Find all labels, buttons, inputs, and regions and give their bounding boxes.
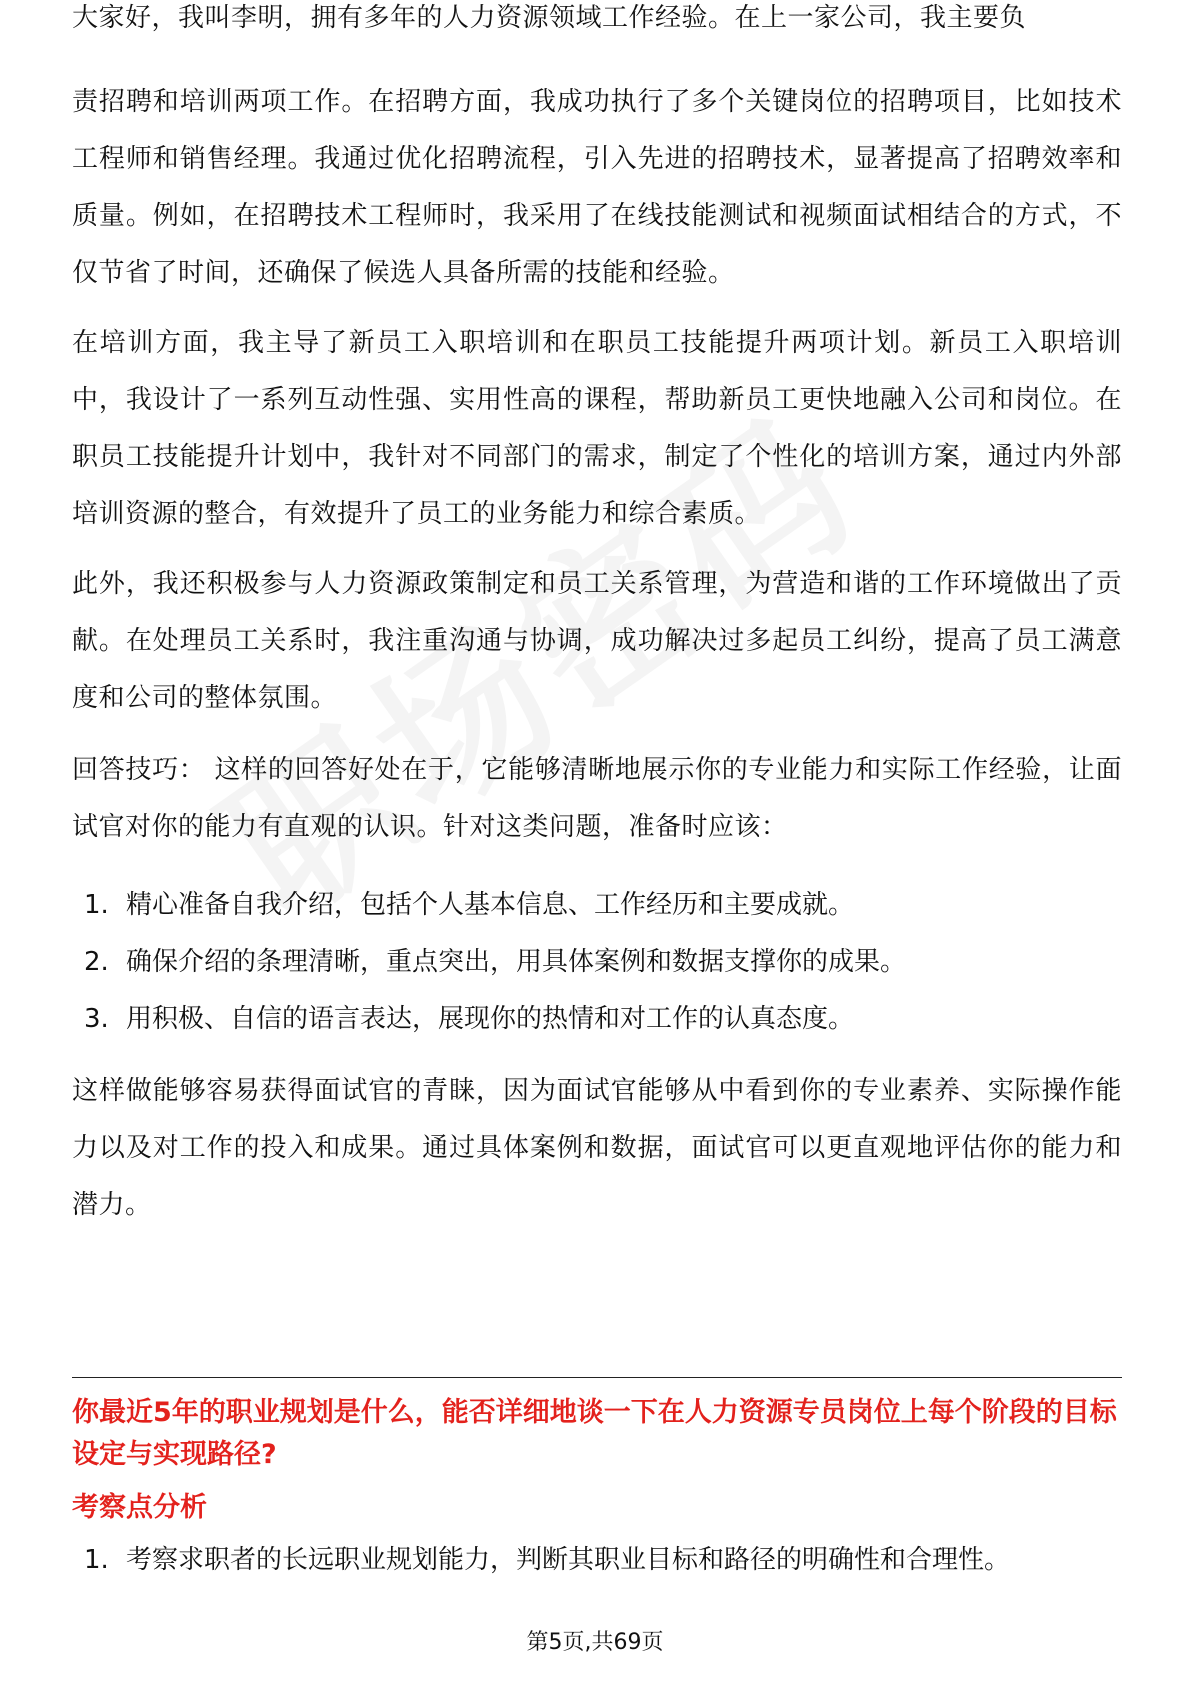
section-divider — [72, 1377, 1122, 1378]
question-title: 你最近5年的职业规划是什么，能否详细地谈一下在人力资源专员岗位上每个阶段的目标设定与实现路径? — [72, 1397, 1117, 1470]
clipped-top-line — [72, 3, 1122, 50]
tips-list-item — [72, 991, 1122, 1048]
page-footer: 第5页,共69页 — [526, 1630, 664, 1655]
tips-list-item-text: 精心准备自我介绍，包括个人基本信息、工作经历和主要成就。 — [126, 890, 855, 920]
clipped-paragraph-line: 大家好，我叫李明，拥有多年的人力资源领域工作经验。在上一家公司，我主要负 — [72, 3, 1027, 33]
analysis-list-item-number: 1. — [84, 1545, 109, 1575]
analysis-list-item — [72, 1532, 1122, 1589]
paragraph-relations: 此外，我还积极参与人力资源政策制定和员工关系管理，为营造和谐的工作环境做出了贡献。在处理员工关系时，我注重沟通与协调，成功解决过多起员工纠纷，提高了员工满意度和公司的整体氛围。 — [72, 569, 1122, 713]
paragraph-experience: 责招聘和培训两项工作。在招聘方面，我成功执行了多个关键岗位的招聘项目，比如技术工程师和销售经理。我通过优化招聘流程，引入先进的招聘技术，显著提高了招聘效率和质量。例如，在招聘技术工程师时，我采用了在线技能测试和视频面试相结合的方式，不仅节省了时间，还确保了候选人具备所需的技能和经验。 — [72, 87, 1122, 288]
analysis-heading: 考察点分析 — [72, 1492, 207, 1523]
tips-list-item-text: 确保介绍的条理清晰，重点突出，用具体案例和数据支撑你的成果。 — [126, 947, 907, 977]
paragraph-summary: 这样做能够容易获得面试官的青睐，因为面试官能够从中看到你的专业素养、实际操作能力以及对工作的投入和成果。通过具体案例和数据，面试官可以更直观地评估你的能力和潜力。 — [72, 1076, 1122, 1220]
paragraph-tips: 回答技巧： 这样的回答好处在于，它能够清晰地展示你的专业能力和实际工作经验，让面试官对你的能力有直观的认识。针对这类问题，准备时应该： — [72, 755, 1122, 842]
tips-list-item-text: 用积极、自信的语言表达，展现你的热情和对工作的认真态度。 — [126, 1004, 855, 1034]
tips-list-item-number: 2. — [84, 947, 109, 977]
tips-list-item — [72, 934, 1122, 991]
tips-list-item-number: 1. — [84, 890, 109, 920]
tips-list-item — [72, 877, 1122, 934]
tips-list — [72, 877, 1122, 1048]
analysis-list-item-text: 考察求职者的长远职业规划能力，判断其职业目标和路径的明确性和合理性。 — [126, 1545, 1011, 1575]
analysis-list — [72, 1532, 1122, 1589]
paragraph-training: 在培训方面，我主导了新员工入职培训和在职员工技能提升两项计划。新员工入职培训中，我设计了一系列互动性强、实用性高的课程，帮助新员工更快地融入公司和岗位。在职员工技能提升计划中，我针对不同部门的需求，制定了个性化的培训方案，通过内外部培训资源的整合，有效提升了员工的业务能力和综合素质。 — [72, 328, 1122, 529]
tips-list-item-number: 3. — [84, 1004, 109, 1034]
